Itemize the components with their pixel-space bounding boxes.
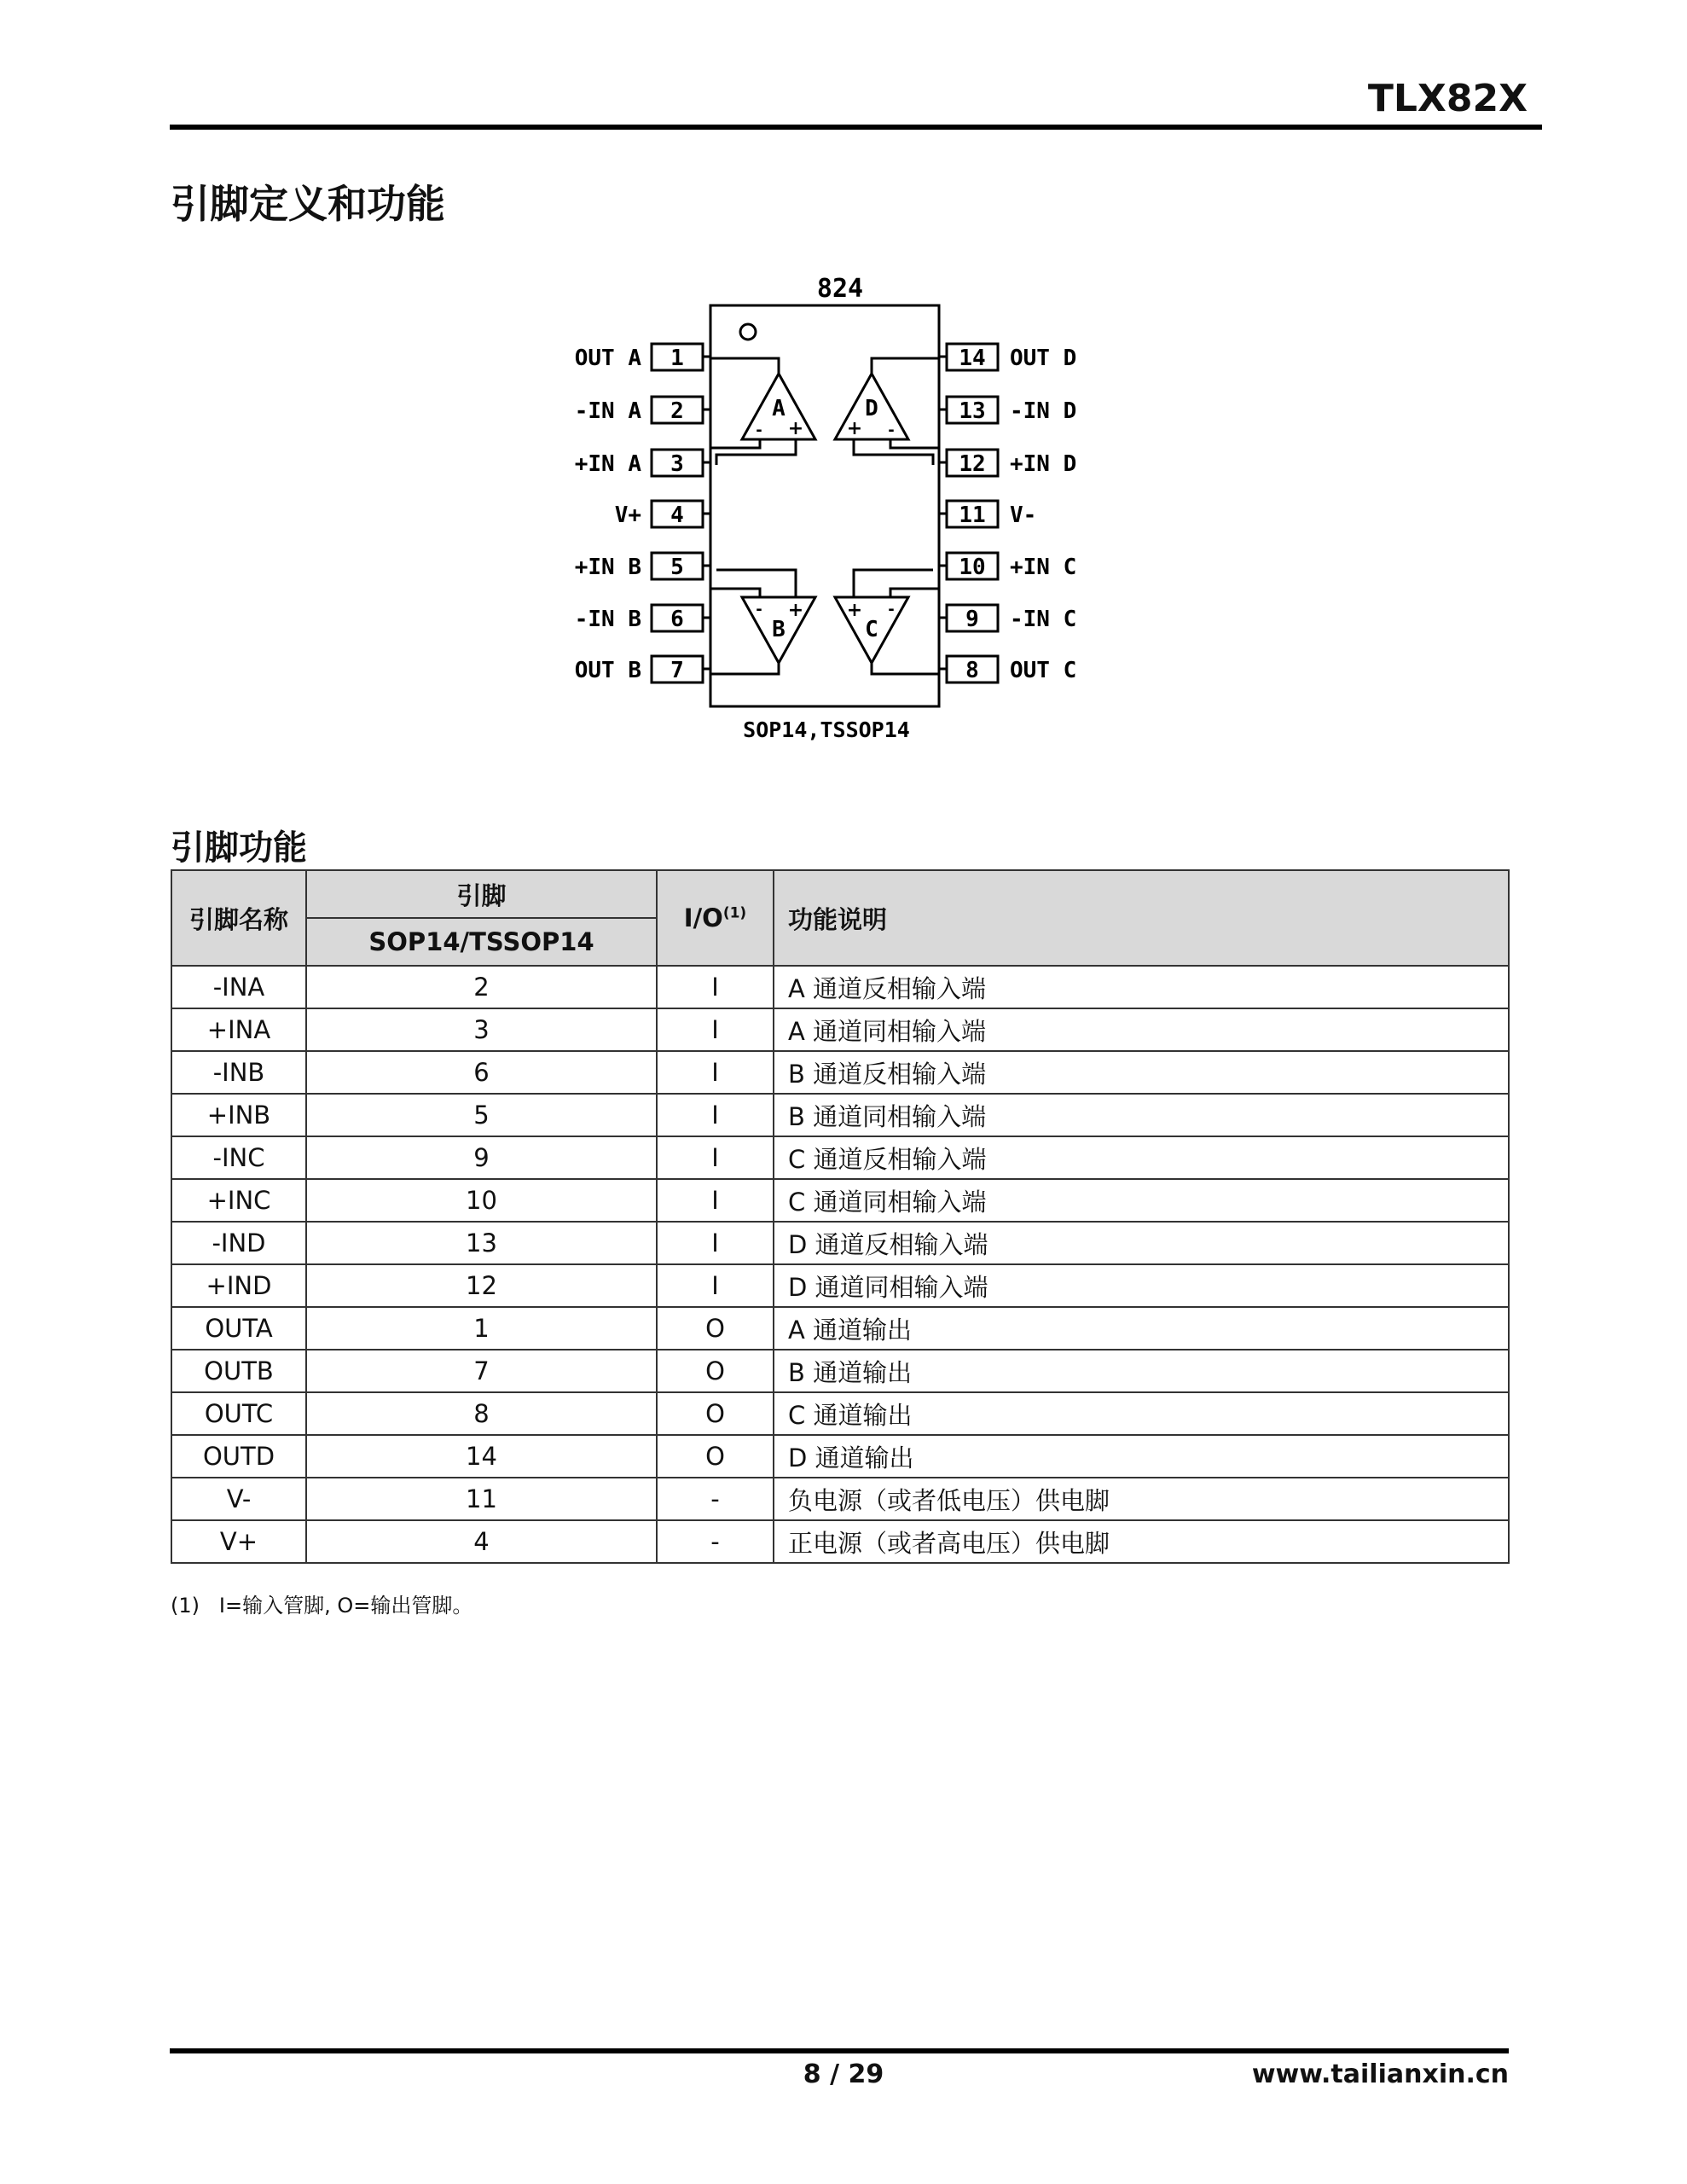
amplifier-c — [835, 570, 939, 674]
pin-number: 11 — [959, 502, 986, 528]
amplifier-a — [710, 358, 815, 465]
pin-label: -IN C — [1010, 607, 1077, 632]
cell-pin-number: 14 — [306, 1435, 657, 1478]
pin-label: OUT A — [574, 346, 641, 371]
cell-description: A 通道输出 — [774, 1307, 1509, 1350]
cell-pin-number: 9 — [306, 1136, 657, 1179]
cell-io: O — [657, 1307, 774, 1350]
cell-description: B 通道输出 — [774, 1350, 1509, 1392]
table-row — [171, 1307, 1509, 1350]
pin-label: -IN A — [574, 398, 641, 424]
amp-a-label: A — [772, 396, 786, 421]
pin-label: OUT C — [1010, 658, 1077, 683]
pin-label: +IN B — [574, 555, 641, 580]
amp-d-label: D — [865, 396, 878, 421]
cell-pin-number: 2 — [306, 966, 657, 1008]
pin-number: 9 — [965, 607, 979, 632]
header-package: SOP14/TSSOP14 — [306, 918, 657, 966]
amp-b-plus-wire — [716, 570, 796, 597]
amp-b-minus-sign: - — [756, 601, 762, 619]
cell-pin-number: 11 — [306, 1478, 657, 1520]
cell-pin-number: 5 — [306, 1094, 657, 1136]
table-row — [171, 1222, 1509, 1264]
pin-number: 14 — [959, 346, 986, 371]
section-title: 引脚定义和功能 — [171, 181, 445, 227]
cell-description: 正电源（或者高电压）供电脚 — [774, 1520, 1509, 1563]
table-row — [171, 1008, 1509, 1051]
table-row — [171, 1136, 1509, 1179]
table-row — [171, 966, 1509, 1008]
cell-io: O — [657, 1435, 774, 1478]
cell-description: A 通道同相输入端 — [774, 1008, 1509, 1051]
pin-number: 1 — [670, 346, 684, 371]
chip-label: 824 — [816, 274, 864, 304]
cell-pin-number: 1 — [306, 1307, 657, 1350]
cell-pin-number: 10 — [306, 1179, 657, 1222]
cell-pin-number: 12 — [306, 1264, 657, 1307]
pin-function-table — [171, 869, 1510, 1564]
table-row — [171, 1435, 1509, 1478]
cell-io: I — [657, 1051, 774, 1094]
cell-pin-name: -INA — [171, 966, 306, 1008]
amp-d-plus-sign: + — [846, 418, 863, 439]
amplifier-d — [835, 358, 939, 465]
cell-io: I — [657, 1264, 774, 1307]
document-title: TLX82X — [1367, 77, 1528, 120]
pin-number: 8 — [965, 658, 979, 683]
cell-description: D 通道同相输入端 — [774, 1264, 1509, 1307]
cell-description: C 通道输出 — [774, 1392, 1509, 1435]
header-io-note: (1) — [722, 904, 747, 922]
pin-function-title: 引脚功能 — [171, 828, 307, 868]
pin-label: -IN B — [574, 607, 641, 632]
cell-pin-name: +INC — [171, 1179, 306, 1222]
cell-description: D 通道输出 — [774, 1435, 1509, 1478]
pinout-diagram — [0, 0, 1687, 768]
cell-io: I — [657, 1222, 774, 1264]
table-row — [171, 1179, 1509, 1222]
cell-description: C 通道同相输入端 — [774, 1179, 1509, 1222]
cell-pin-name: +INB — [171, 1094, 306, 1136]
pin-label: +IN A — [574, 451, 641, 477]
pin-number: 10 — [959, 555, 986, 580]
header-pin: 引脚 — [306, 870, 657, 918]
pin-label: V- — [1010, 502, 1037, 528]
cell-io: I — [657, 966, 774, 1008]
cell-pin-name: +INA — [171, 1008, 306, 1051]
pin-number: 5 — [670, 555, 684, 580]
cell-pin-number: 3 — [306, 1008, 657, 1051]
cell-pin-number: 8 — [306, 1392, 657, 1435]
pin-number: 13 — [959, 398, 986, 424]
amp-d-plus-wire — [854, 439, 933, 465]
footnote: (1) I=输入管脚, O=输出管脚。 — [171, 1594, 473, 1618]
cell-description: 负电源（或者低电压）供电脚 — [774, 1478, 1509, 1520]
cell-pin-name: V- — [171, 1478, 306, 1520]
cell-pin-name: -INC — [171, 1136, 306, 1179]
cell-pin-name: OUTC — [171, 1392, 306, 1435]
header-description: 功能说明 — [774, 870, 1509, 966]
cell-description: B 通道反相输入端 — [774, 1051, 1509, 1094]
table-body — [171, 966, 1509, 1563]
amplifier-b — [710, 570, 815, 674]
amp-d-minus-sign: - — [888, 421, 895, 439]
pin-number: 6 — [670, 607, 684, 632]
header-io-label: I/O — [683, 903, 723, 932]
amp-a-plus-wire — [716, 439, 796, 465]
amp-c-minus-sign: - — [888, 601, 895, 619]
table-header-row — [171, 870, 1509, 918]
pin-number: 3 — [670, 451, 684, 477]
package-label: SOP14,TSSOP14 — [743, 717, 910, 742]
cell-pin-number: 13 — [306, 1222, 657, 1264]
table-row — [171, 1051, 1509, 1094]
amp-b-plus-sign: + — [787, 600, 804, 621]
table-row — [171, 1264, 1509, 1307]
cell-pin-name: -INB — [171, 1051, 306, 1094]
table-row — [171, 1520, 1509, 1563]
pin-number: 12 — [959, 451, 986, 477]
cell-pin-number: 7 — [306, 1350, 657, 1392]
pin-label: OUT D — [1010, 346, 1077, 371]
pin-label: OUT B — [574, 658, 641, 683]
pin-label: +IN D — [1010, 451, 1077, 477]
table-row — [171, 1350, 1509, 1392]
amp-a-out-wire — [710, 358, 779, 374]
pin-number: 4 — [670, 502, 684, 528]
footer-rule — [170, 2048, 1509, 2053]
pin1-marker — [740, 324, 756, 340]
cell-pin-number: 4 — [306, 1520, 657, 1563]
cell-io: O — [657, 1392, 774, 1435]
header-io — [657, 870, 774, 966]
cell-description: C 通道反相输入端 — [774, 1136, 1509, 1179]
cell-pin-name: OUTB — [171, 1350, 306, 1392]
amp-c-plus-wire — [854, 570, 933, 597]
amp-b-out-wire — [710, 663, 779, 674]
pin-label: +IN C — [1010, 555, 1077, 580]
amp-d-minus-wire — [890, 411, 939, 448]
cell-io: - — [657, 1520, 774, 1563]
cell-description: A 通道反相输入端 — [774, 966, 1509, 1008]
amp-a-minus-wire — [710, 411, 760, 448]
cell-pin-name: V+ — [171, 1520, 306, 1563]
amp-a-plus-sign: + — [787, 418, 804, 439]
cell-pin-name: +IND — [171, 1264, 306, 1307]
table-row — [171, 1478, 1509, 1520]
amp-c-out-wire — [872, 663, 939, 674]
footer-url: www.tailianxin.cn — [1251, 2059, 1509, 2089]
cell-io: O — [657, 1350, 774, 1392]
amp-b-label: B — [772, 617, 786, 642]
cell-description: D 通道反相输入端 — [774, 1222, 1509, 1264]
pin-label: -IN D — [1010, 398, 1077, 424]
pin-number: 7 — [670, 658, 684, 683]
cell-io: I — [657, 1136, 774, 1179]
amp-a-minus-sign: - — [756, 421, 762, 439]
cell-io: - — [657, 1478, 774, 1520]
table-row — [171, 1094, 1509, 1136]
cell-pin-name: OUTD — [171, 1435, 306, 1478]
cell-pin-name: OUTA — [171, 1307, 306, 1350]
amp-c-plus-sign: + — [846, 600, 863, 621]
right-pin-group — [939, 344, 1076, 683]
left-pin-group — [575, 344, 710, 683]
header-pin-name: 引脚名称 — [171, 870, 306, 966]
cell-pin-number: 6 — [306, 1051, 657, 1094]
page-number: 8 / 29 — [803, 2059, 884, 2089]
cell-description: B 通道同相输入端 — [774, 1094, 1509, 1136]
cell-io: I — [657, 1008, 774, 1051]
amp-c-label: C — [865, 617, 878, 642]
pin-label: V+ — [614, 502, 641, 528]
cell-io: I — [657, 1179, 774, 1222]
chip-body — [710, 305, 939, 706]
amp-d-out-wire — [872, 358, 939, 374]
cell-io: I — [657, 1094, 774, 1136]
table-row — [171, 1392, 1509, 1435]
pin-number: 2 — [670, 398, 684, 424]
cell-pin-name: -IND — [171, 1222, 306, 1264]
